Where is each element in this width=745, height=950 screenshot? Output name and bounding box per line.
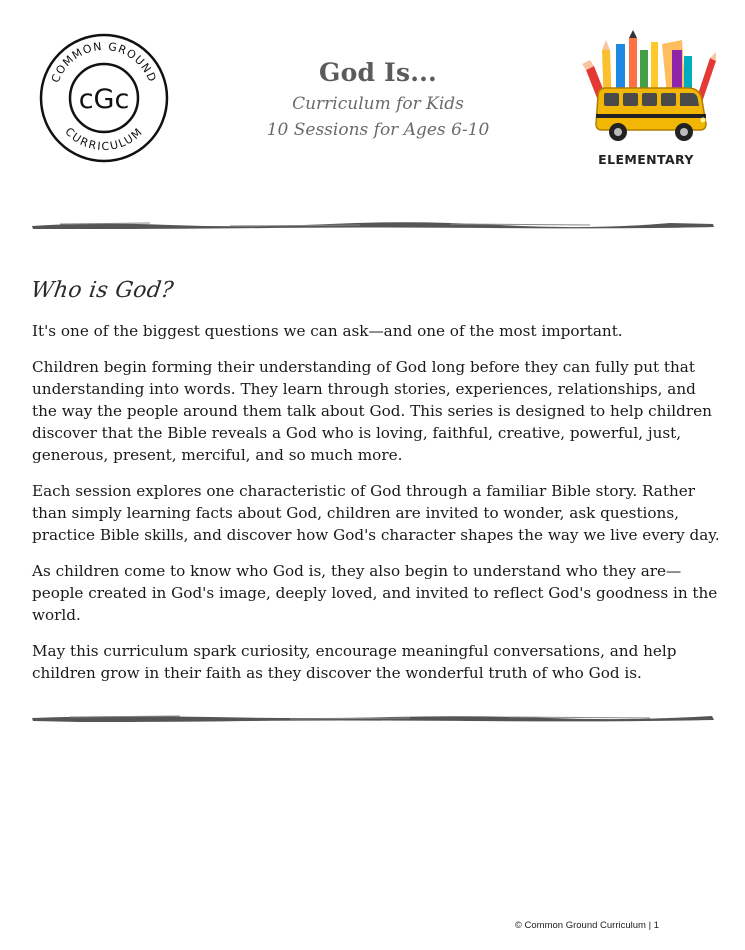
document-title: God Is... (319, 58, 437, 87)
grade-level-label: ELEMENTARY (598, 152, 694, 167)
paragraph: It's one of the biggest questions we can ask—and one of the most important. (32, 322, 623, 340)
brush-divider-bottom (30, 711, 715, 725)
school-bus-pencils-illustration (576, 30, 721, 145)
svg-text:COMMON GROUND (49, 40, 159, 85)
logo-ring-top-text: COMMON GROUND (48, 39, 160, 85)
paragraph: As children come to know who God is, they also begin to understand who they are—people created in God's image, deeply loved, and invited to reflect God's goodness in the world. (32, 562, 718, 624)
school-bus-icon (596, 88, 706, 141)
subtitle-line-2: 10 Sessions for Ages 6-10 (266, 120, 490, 140)
document-subtitle (200, 91, 556, 143)
paragraph: Each session explores one characteristic of God through a familiar Bible story. Rather than simply learning facts about God, children are invited to wonder, ask questions, practice Bible skills, and discover how God's character shapes the way we live every day. (32, 482, 720, 544)
logo-ring-bottom-text: CURRICULUM (62, 124, 146, 154)
section-heading: Who is God? (29, 278, 176, 303)
body-text (32, 320, 722, 698)
document-header (200, 58, 556, 143)
logo-initials: cGc (78, 84, 130, 115)
brush-divider-top (30, 218, 715, 232)
common-ground-curriculum-logo (38, 32, 170, 164)
svg-text:CURRICULUM (62, 125, 145, 153)
page-footer: © Common Ground Curriculum | 1 (514, 920, 659, 931)
paragraph: Children begin forming their understanding of God long before they can fully put that understanding into words. They learn through stories, experiences, relationships, and the way the people around them talk about God. This series is designed to help children discover that the Bible reveals a God who is loving, faithful, creative, powerful, just, generous, present, merciful, and so much more. (32, 358, 712, 464)
subtitle-line-1: Curriculum for Kids (292, 94, 464, 114)
paragraph: May this curriculum spark curiosity, encourage meaningful conversations, and help children grow in their faith as they discover the wonderful truth of who God is. (32, 642, 677, 682)
